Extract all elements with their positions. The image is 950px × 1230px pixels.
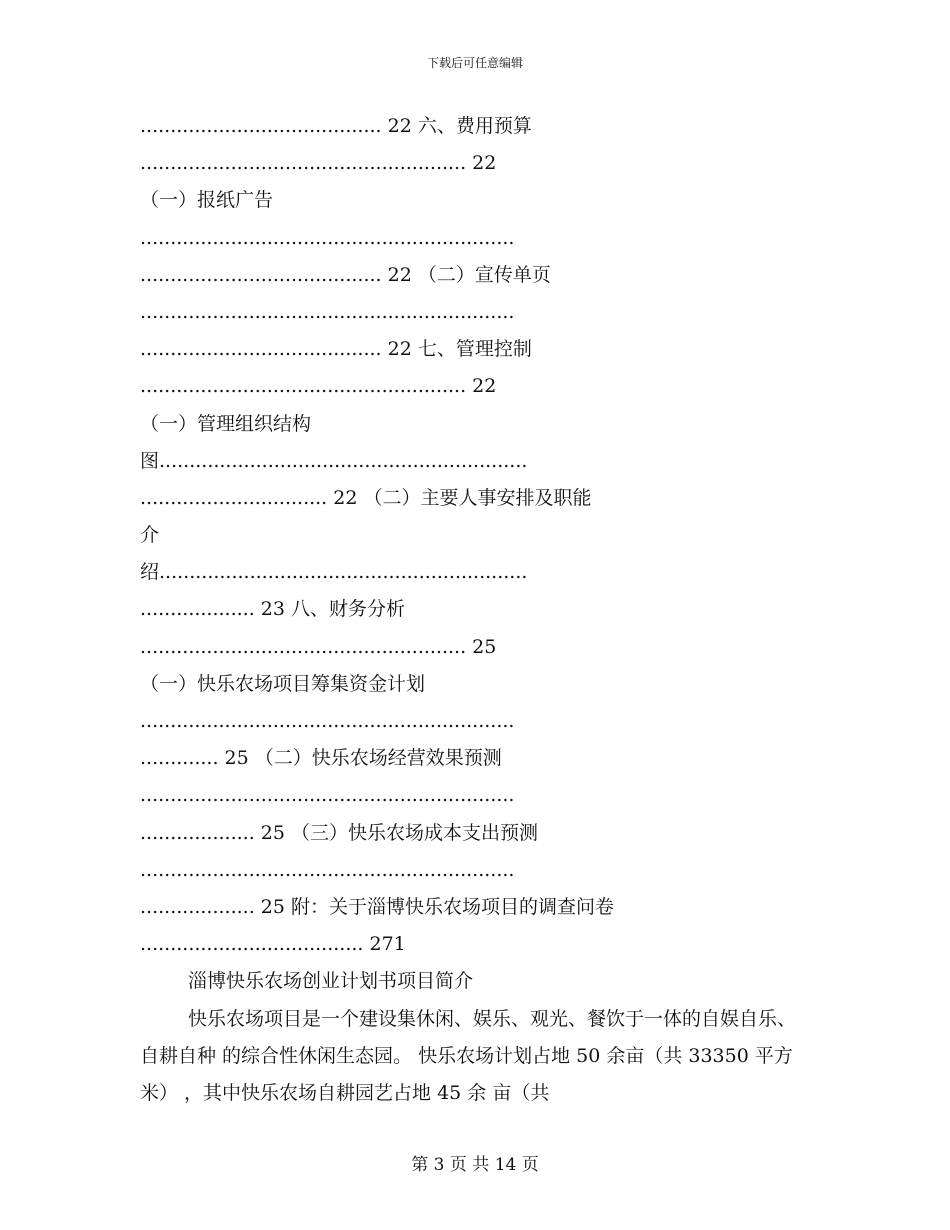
toc-line: ..............................................................	[140, 226, 515, 249]
toc-line: ........................................ 22 六、费用预算	[140, 115, 532, 137]
toc-line: ..............................................................	[140, 858, 515, 881]
toc-line: ............................... 22 （二）主要人事安排及职能	[140, 486, 592, 509]
toc-line: 图.............................................................	[140, 449, 528, 472]
toc-line: ..............................................................	[140, 784, 515, 807]
toc-line: （一）管理组织结构	[140, 412, 312, 435]
toc-line: ..............................................................	[140, 710, 515, 732]
section-title: 淄博快乐农场创业计划书项目简介	[188, 970, 474, 993]
toc-line: ..................................... 271	[140, 933, 406, 956]
toc-line: ...................................................... 22	[140, 152, 497, 175]
body-paragraph: 快乐农场项目是一个建设集休闲、娱乐、观光、餐饮于一体的自娱自乐、自耕自种 的综合性休闲生态园。 快乐农场计划占地 50 余亩（共 33350 平方米） ，其中快乐农场自耕园艺占地 45 余 亩（共	[140, 1007, 797, 1104]
toc-line: ..............................................................	[140, 300, 515, 323]
toc-line: （一）快乐农场项目筹集资金计划	[140, 672, 426, 695]
page-header: 下载后可任意编辑	[426, 56, 523, 70]
toc-line: ...................................................... 25	[140, 635, 497, 658]
toc-line: ................... 23 八、财务分析	[140, 598, 406, 621]
page-content	[140, 108, 810, 1112]
toc-line: ...................................................... 22	[140, 375, 497, 398]
toc-line: ........................................ 22 （二）宣传单页	[140, 263, 551, 286]
toc-line: ................... 25 （三）快乐农场成本支出预测	[140, 821, 539, 844]
toc-line: ............. 25 （二）快乐农场经营效果预测	[140, 747, 502, 770]
page-footer: 第 3 页 共 14 页	[411, 1155, 539, 1175]
body-section	[140, 963, 810, 1112]
toc-line: 绍.............................................................	[140, 561, 528, 584]
toc-line: 介	[140, 524, 160, 547]
toc-line: （一）报纸广告	[140, 189, 274, 212]
toc-line: ................... 25 附：关于淄博快乐农场项目的调查问卷	[140, 895, 615, 918]
toc-line: ........................................ 22 七、管理控制	[140, 338, 532, 361]
